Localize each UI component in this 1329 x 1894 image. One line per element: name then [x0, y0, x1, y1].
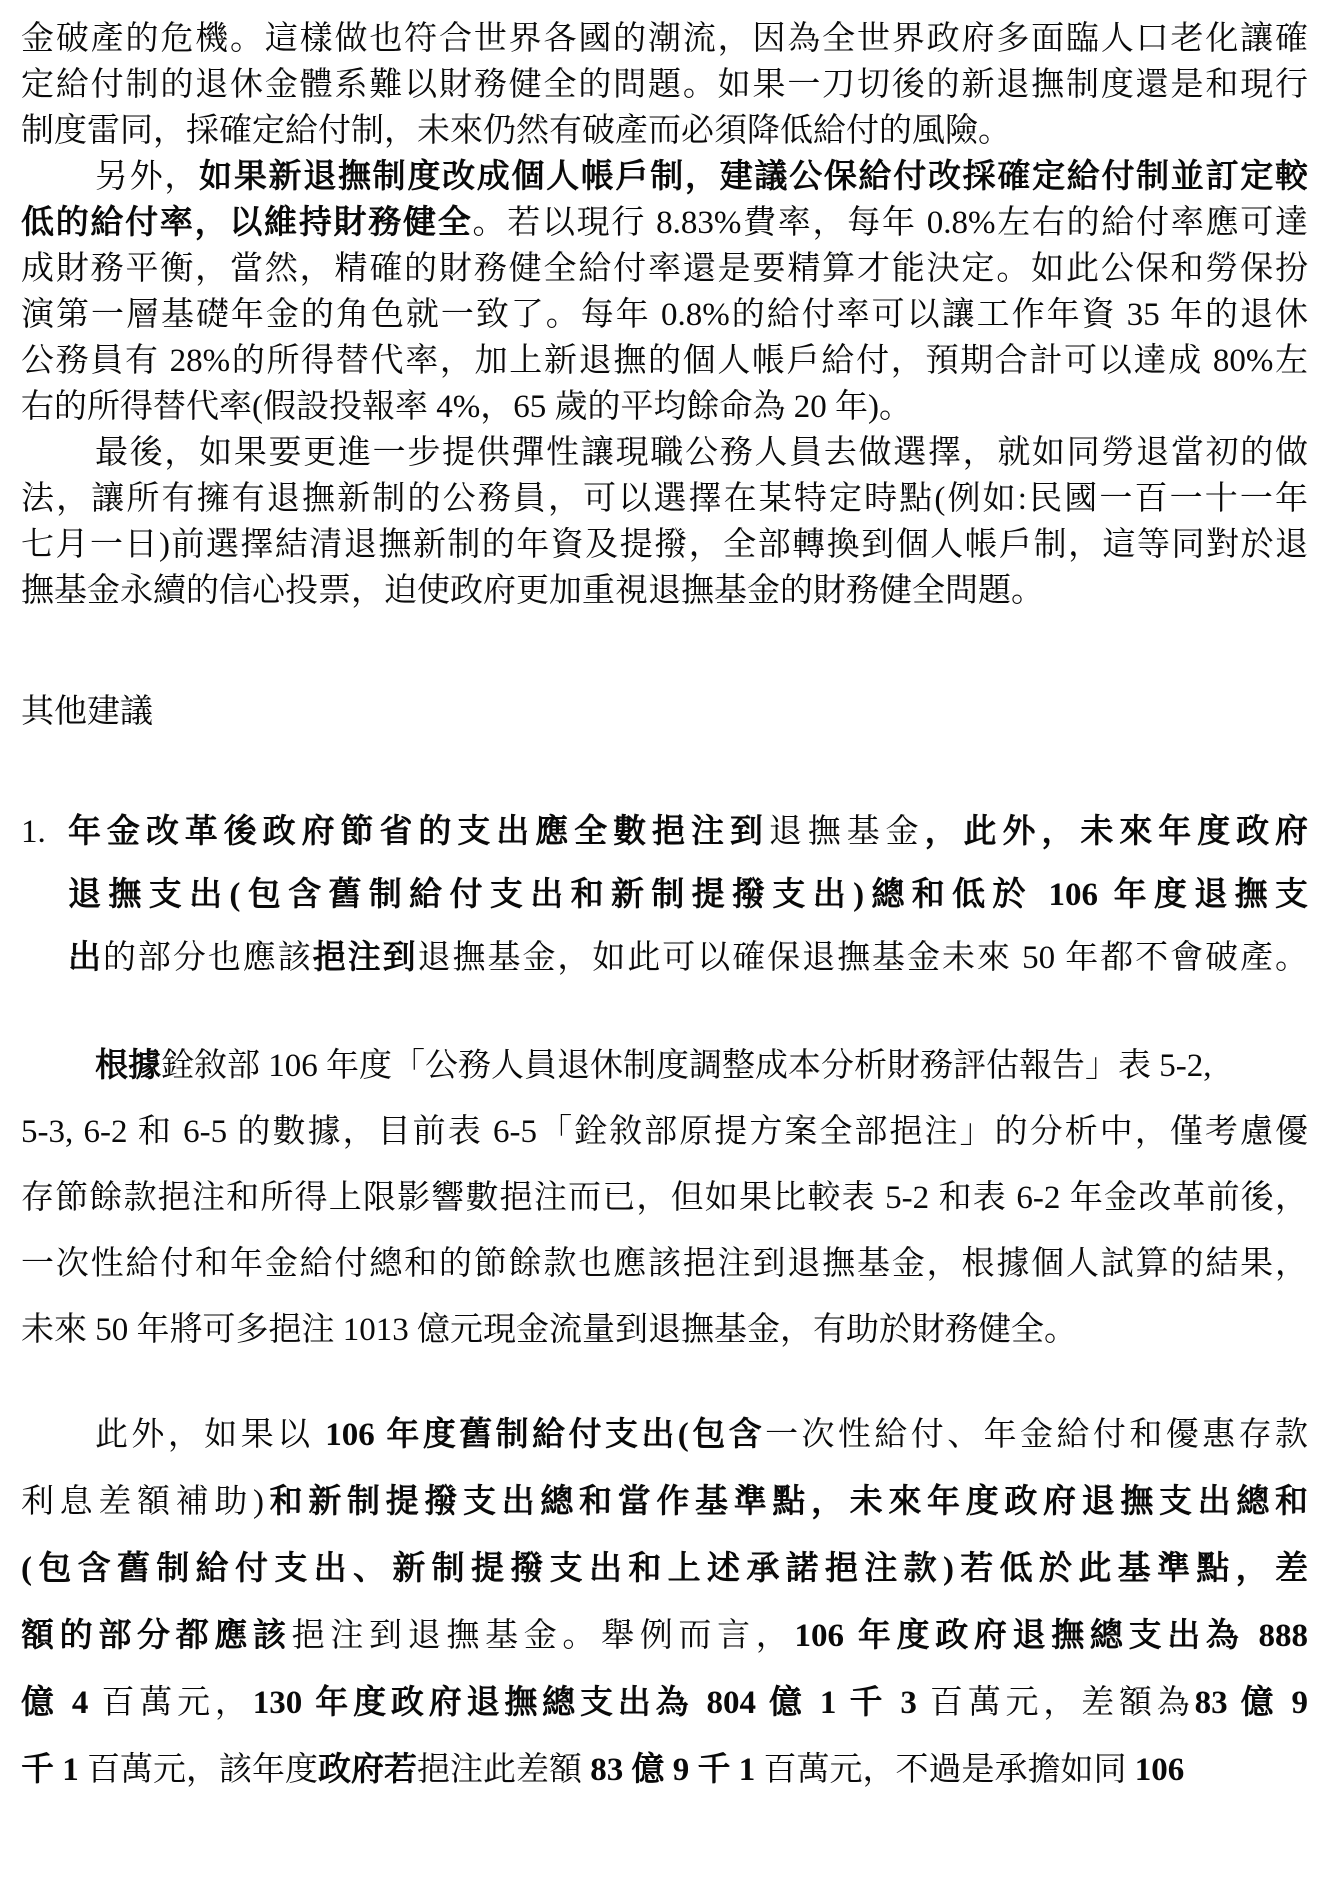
text-run-bold: 根據	[95, 1048, 161, 1084]
para-opening	[21, 16, 1308, 154]
text-run: 成財務平衡，當然，精確的財務健全給付率還是要精算才能決定。如此公保和勞保扮	[21, 251, 1308, 287]
text-run: 最後，如果要更進一步提供彈性讓現職公務人員去做選擇，就如同勞退當初的做	[95, 435, 1308, 471]
text-run: 此外，如果以	[95, 1417, 326, 1453]
para-finally-line-3	[21, 522, 1308, 568]
text-run-bold: 退撫支出(包含舊制給付支出和新制提撥支出)總和低於 106 年度退撫支	[68, 877, 1308, 913]
text-run: 未來 50 年將可多挹注 1013 億元現金流量到退撫基金，有助於財務健全。	[21, 1312, 1077, 1348]
text-run: 公務員有 28%的所得替代率，加上新退撫的個人帳戶給付，預期合計可以達成 80%左	[21, 343, 1308, 379]
para-another-line-4	[21, 292, 1308, 338]
text-run-bold: (包含舊制給付支出、新制提撥支出和上述承諾挹注款)若低於此基準點，差	[21, 1551, 1308, 1587]
para-another-line-6	[21, 384, 1308, 430]
text-run: 利息差額補助)	[21, 1484, 264, 1520]
text-run: 存節餘款挹注和所得上限影響數挹注而已，但如果比較表 5-2 和表 6-2 年金改革前後，	[21, 1180, 1308, 1216]
text-run: 右的所得替代率(假設投報率 4%，65 歲的平均餘命為 20 年)。	[21, 389, 912, 425]
text-run: 。若以現行 8.83%費率，每年 0.8%左右的給付率應可達	[472, 205, 1308, 241]
para-evidence-line-5	[21, 1297, 1308, 1363]
text-run: 挹注此差額	[417, 1752, 591, 1788]
text-run: 銓敘部 106 年度「公務人員退休制度調整成本分析財務評估報告」表 5-2,	[161, 1048, 1212, 1084]
text-run: 退撫基金，如此可以確保退撫基金未來 50 年都不會破產。	[417, 940, 1308, 976]
text-run-bold: 和新制提撥支出總和當作基準點，未來年度政府退撫支出總和	[264, 1484, 1308, 1520]
para-opening-line-2	[21, 62, 1308, 108]
list-item-1-line-1	[68, 801, 1308, 864]
text-run: 的部分也應該	[102, 940, 313, 976]
list-item-1	[21, 801, 1308, 990]
para-benchmark-line-1	[21, 1402, 1308, 1469]
para-finally-line-4	[21, 568, 1308, 614]
text-run-bold: ，此外，未來年度政府	[924, 814, 1308, 850]
list-item-1-line-3	[68, 927, 1308, 990]
para-finally-line-2	[21, 476, 1308, 522]
para-finally	[21, 430, 1308, 614]
text-run: 一次性給付、年金給付和優惠存款	[765, 1417, 1308, 1453]
para-evidence-line-2	[21, 1099, 1308, 1165]
text-run: 其他建議	[21, 694, 153, 730]
list-item-1-marker: 1.	[21, 814, 46, 850]
para-another	[21, 154, 1308, 430]
document-body	[21, 16, 1308, 1804]
para-evidence-line-3	[21, 1165, 1308, 1231]
text-run: 5-3, 6-2 和 6-5 的數據，目前表 6-5「銓敘部原提方案全部挹注」的分析中，僅考慮優	[21, 1114, 1308, 1150]
para-another-line-1	[21, 154, 1308, 200]
para-another-line-2	[21, 200, 1308, 246]
text-run-bold: 106	[1134, 1752, 1185, 1788]
text-run: 演第一層基礎年金的角色就一致了。每年 0.8%的給付率可以讓工作年資 35 年的退休	[21, 297, 1308, 333]
text-run-bold: 83 億 9	[1194, 1685, 1308, 1721]
text-run: 制度雷同，採確定給付制，未來仍然有破產而必須降低給付的風險。	[21, 113, 1011, 149]
text-run-bold: 政府若	[318, 1752, 417, 1788]
text-run: 百萬元，不過是承擔如同	[763, 1752, 1135, 1788]
para-finally-line-1	[21, 430, 1308, 476]
heading-other-suggestions-line-1	[21, 689, 1308, 735]
text-run-bold: 如果新退撫制度改成個人帳戶制，建議公保給付改採確定給付制並訂定較	[199, 159, 1308, 195]
para-evidence-line-4	[21, 1231, 1308, 1297]
text-run: 撫基金永續的信心投票，迫使政府更加重視退撫基金的財務健全問題。	[21, 573, 1044, 609]
text-run: 百萬元，該年度	[87, 1752, 318, 1788]
text-run: 百萬元，差額為	[929, 1685, 1195, 1721]
text-run: 定給付制的退休金體系難以財務健全的問題。如果一刀切後的新退撫制度還是和現行	[21, 67, 1308, 103]
para-benchmark-line-2	[21, 1469, 1308, 1536]
para-evidence	[21, 1033, 1308, 1363]
text-run: 金破產的危機。這樣做也符合世界各國的潮流，因為全世界政府多面臨人口老化讓確	[21, 21, 1308, 57]
text-run-bold: 億 4	[21, 1685, 102, 1721]
para-another-line-5	[21, 338, 1308, 384]
text-run-bold: 年金改革後政府節省的支出應全數挹注到	[68, 814, 769, 850]
text-run-bold: 83 億 9 千 1	[590, 1752, 764, 1788]
text-run: 百萬元，	[101, 1685, 253, 1721]
text-run: 七月一日)前選擇結清退撫新制的年資及提撥，全部轉換到個人帳戶制，這等同對於退	[21, 527, 1308, 563]
text-run-bold: 額的部分都應該	[21, 1618, 292, 1654]
text-run-bold: 106 年度政府退撫總支出為 888	[794, 1618, 1308, 1654]
para-benchmark-line-6	[21, 1737, 1308, 1804]
text-run-bold: 出	[68, 940, 103, 976]
para-benchmark	[21, 1402, 1308, 1804]
text-run: 另外，	[95, 159, 200, 195]
para-benchmark-line-3	[21, 1536, 1308, 1603]
text-run: 一次性給付和年金給付總和的節餘款也應該挹注到退撫基金，根據個人試算的結果，	[21, 1246, 1308, 1282]
text-run: 退撫基金	[768, 814, 925, 850]
text-run: 法，讓所有擁有退撫新制的公務員，可以選擇在某特定時點(例如:民國一百一十一年	[21, 481, 1308, 517]
heading-other-suggestions	[21, 689, 1308, 735]
para-benchmark-line-4	[21, 1603, 1308, 1670]
list-item-1-line-2	[68, 864, 1308, 927]
para-evidence-line-1	[21, 1033, 1308, 1099]
text-run-bold: 130 年度政府退撫總支出為 804 億 1 千 3	[252, 1685, 930, 1721]
para-opening-line-3	[21, 108, 1308, 154]
text-run-bold: 千 1	[21, 1752, 87, 1788]
para-benchmark-line-5	[21, 1670, 1308, 1737]
para-opening-line-1	[21, 16, 1308, 62]
text-run: 挹注到退撫基金。舉例而言，	[291, 1618, 795, 1654]
text-run-bold: 低的給付率，以維持財務健全	[21, 205, 473, 241]
text-run-bold: 挹注到	[312, 940, 418, 976]
text-run-bold: 106 年度舊制給付支出(包含	[325, 1417, 766, 1453]
para-another-line-3	[21, 246, 1308, 292]
